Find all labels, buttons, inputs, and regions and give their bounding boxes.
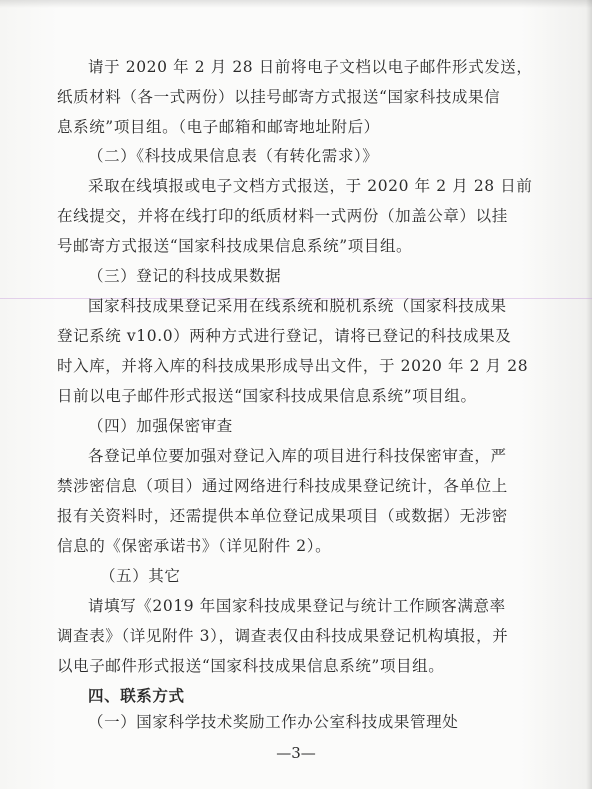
page-top-shadow xyxy=(0,0,592,8)
section-heading-3: （三）登记的科技成果数据 xyxy=(88,267,282,285)
paragraph-line: 登记系统 v10.0）两种方式进行登记，请将已登记的科技成果及 xyxy=(57,327,512,345)
paragraph-line: 调查表》（详见附件 3），调查表仅由科技成果登记机构填报，并 xyxy=(57,627,509,645)
section-heading-4: （四）加强保密审查 xyxy=(88,417,233,435)
paragraph-line: 国家科技成果登记采用在线系统和脱机系统（国家科技成果 xyxy=(88,297,507,315)
page-number: —3— xyxy=(276,744,316,762)
paragraph-line: 时入库，并将入库的科技成果形成导出文件，于 2020 年 2 月 28 xyxy=(57,357,529,375)
paragraph-line: 请于 2020 年 2 月 28 日前将电子文档以电子邮件形式发送， xyxy=(88,58,533,76)
paragraph-line: 以电子邮件形式报送“国家科技成果信息系统”项目组。 xyxy=(57,657,445,675)
paragraph-line: 在线提交，并将在线打印的纸质材料一式两份（加盖公章）以挂 xyxy=(57,207,508,225)
section-heading-contact: 四、联系方式 xyxy=(88,687,185,705)
section-heading-5: （五）其它 xyxy=(100,567,181,585)
paragraph-line: 息系统”项目组。（电子邮箱和邮寄地址附后） xyxy=(57,118,380,136)
section-heading-2: （二）《科技成果信息表（有转化需求）》 xyxy=(88,147,379,165)
paragraph-line: 号邮寄方式报送“国家科技成果信息系统”项目组。 xyxy=(57,237,413,255)
paragraph-line: 纸质材料（各一式两份）以挂号邮寄方式报送“国家科技成果信 xyxy=(57,88,501,106)
paragraph-line: 日前以电子邮件形式报送“国家科技成果信息系统”项目组。 xyxy=(57,387,477,405)
paragraph-line: 请填写《2019 年国家科技成果登记与统计工作顾客满意率 xyxy=(88,597,506,615)
paragraph-line: 禁涉密信息（项目）通过网络进行科技成果登记统计，各单位上 xyxy=(57,477,508,495)
page-right-shadow xyxy=(586,0,592,789)
paragraph-line: 报有关资料时，还需提供本单位登记成果项目（或数据）无涉密 xyxy=(57,507,508,525)
paragraph-line: 各登记单位要加强对登记入库的项目进行科技保密审查，严 xyxy=(88,447,507,465)
subsection-heading-1: （一）国家科学技术奖励工作办公室科技成果管理处 xyxy=(88,713,459,731)
paragraph-line: 信息的《保密承诺书》（详见附件 2）。 xyxy=(57,537,332,555)
paragraph-line: 采取在线填报或电子文档方式报送，于 2020 年 2 月 28 日前 xyxy=(88,177,533,195)
